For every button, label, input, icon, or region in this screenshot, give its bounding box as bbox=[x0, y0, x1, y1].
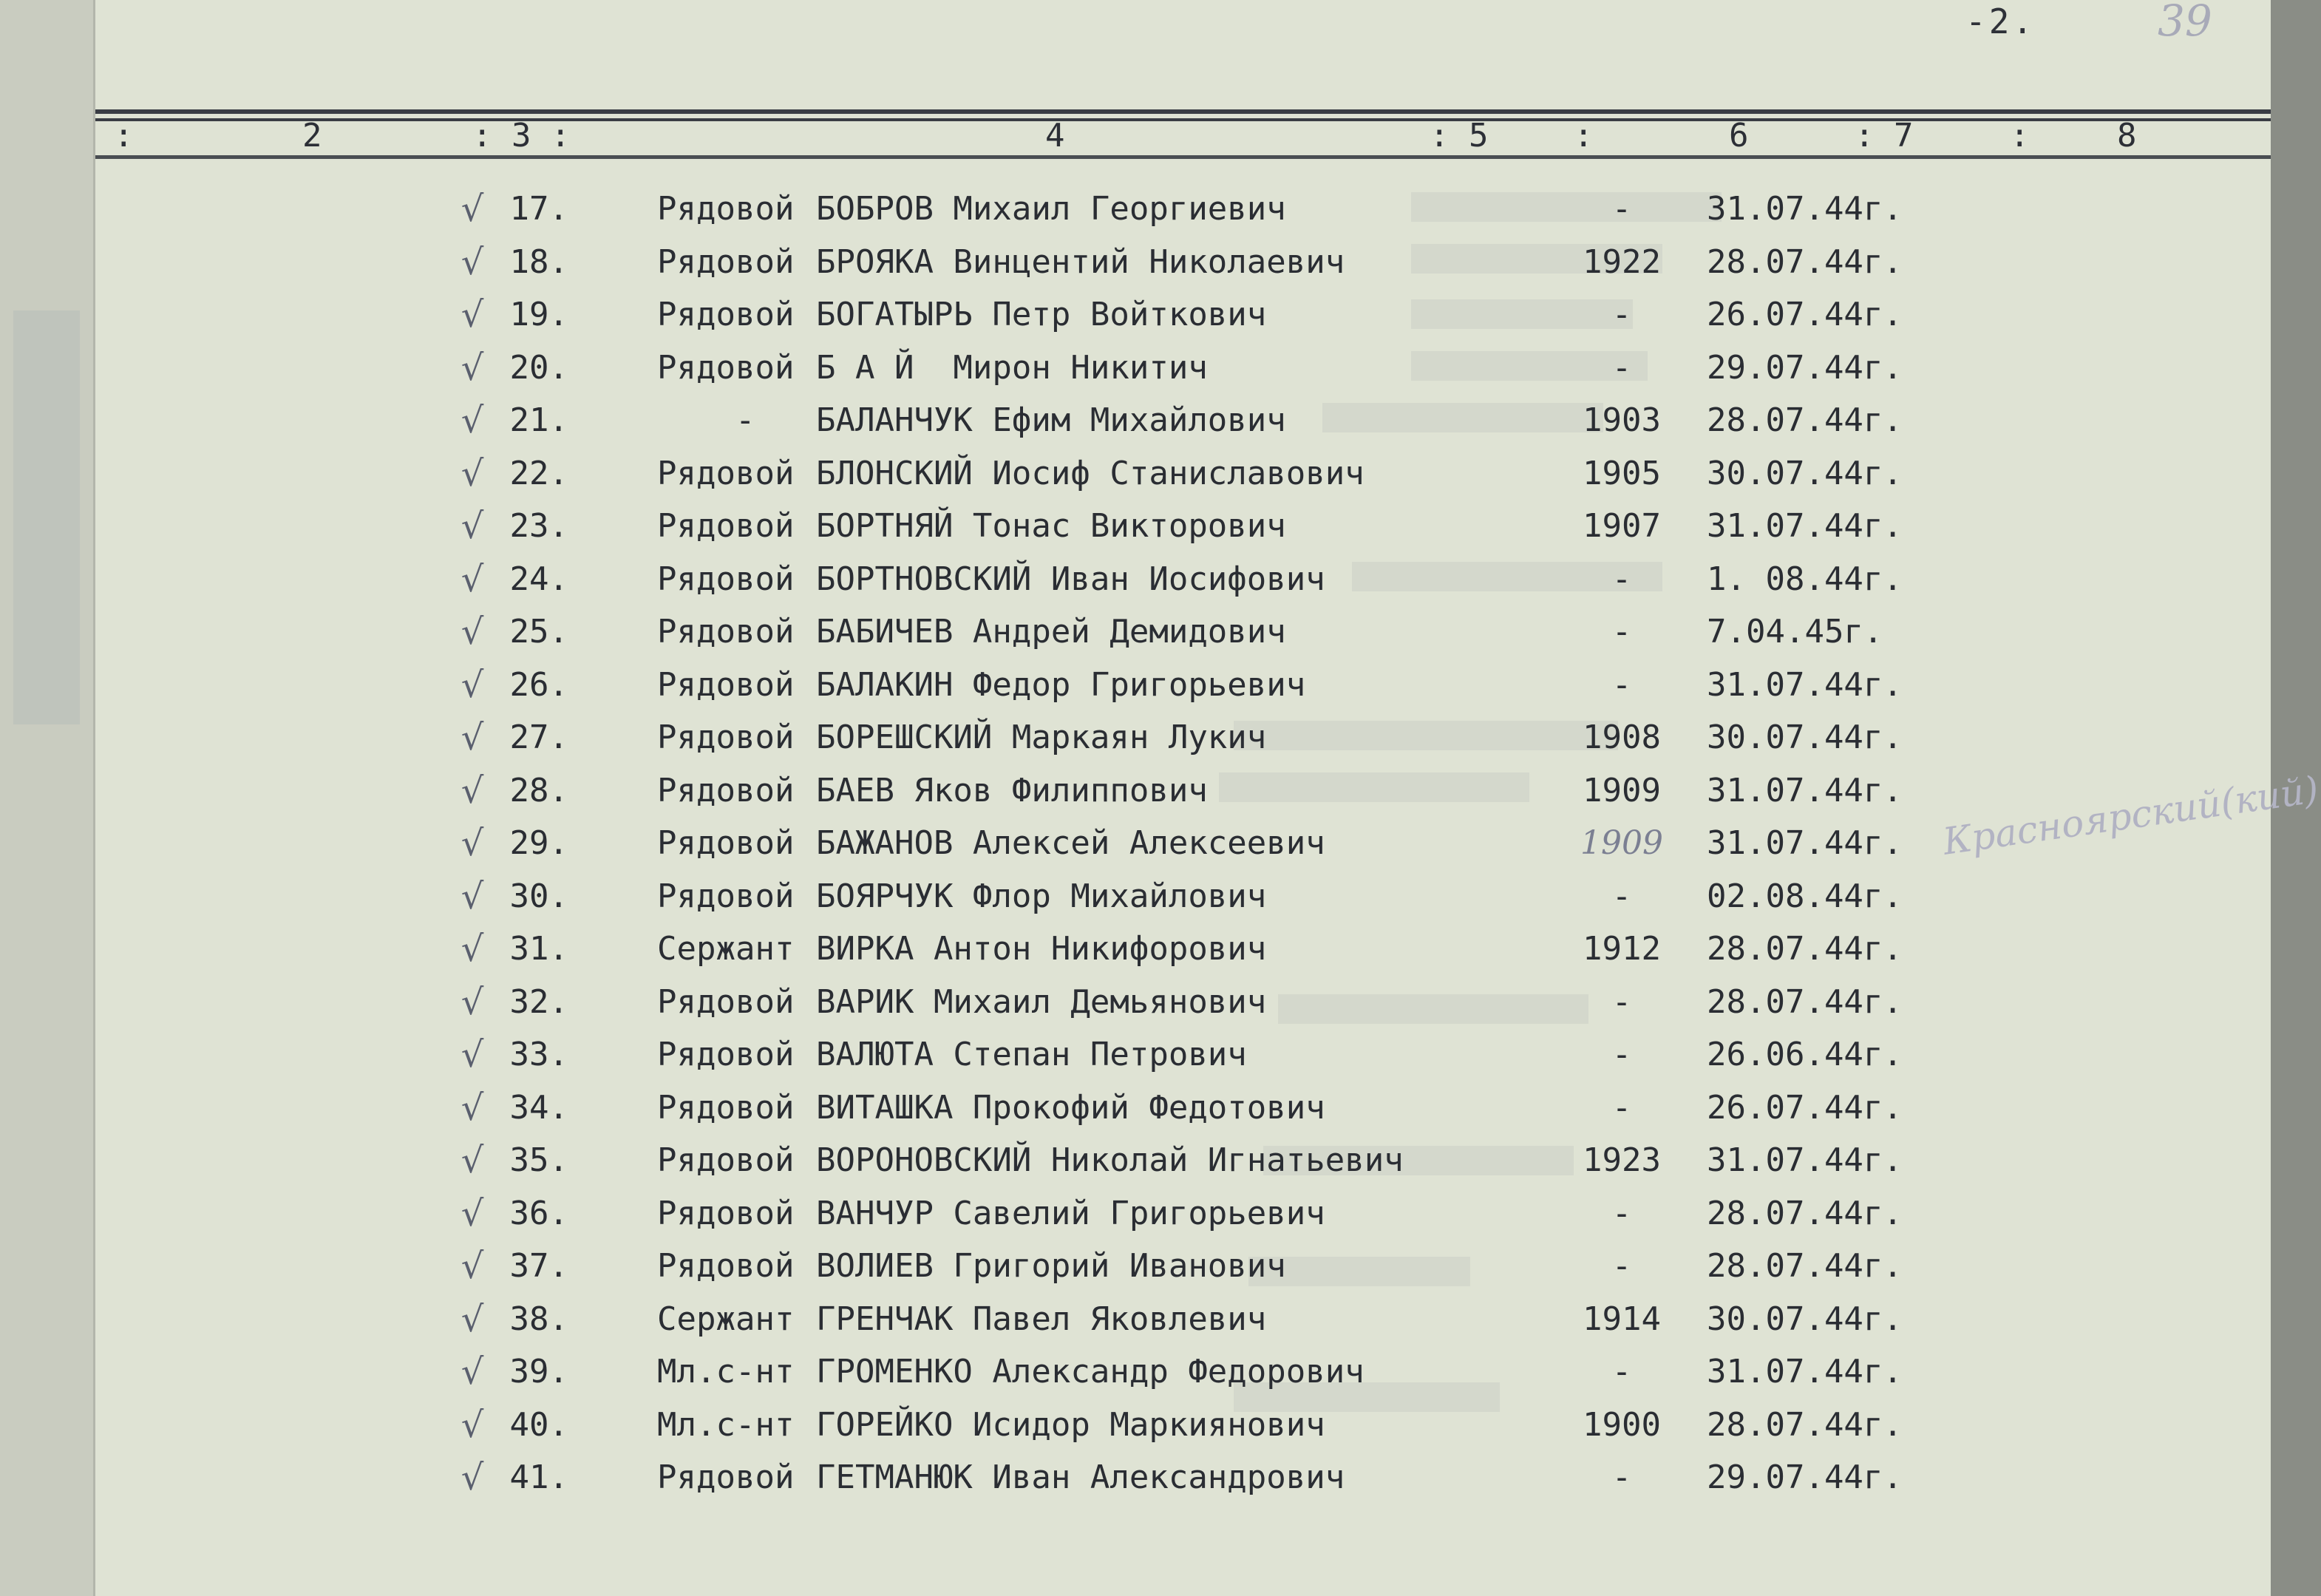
full-name: ВАНЧУР Савелий Григорьевич bbox=[816, 1194, 1325, 1232]
date-of-loss: 28.07.44г. bbox=[1707, 982, 1903, 1021]
military-rank: Рядовой bbox=[657, 507, 795, 545]
date-of-loss: 7.04.45г. bbox=[1707, 613, 1883, 651]
military-rank: Рядовой bbox=[657, 190, 795, 228]
date-of-loss: 31.07.44г. bbox=[1707, 190, 1903, 228]
birth-year: 1914 bbox=[1583, 1300, 1661, 1338]
full-name: БАЕВ Яков Филиппович bbox=[816, 771, 1208, 809]
date-of-loss: 28.07.44г. bbox=[1707, 1247, 1903, 1285]
entry-number: 23. bbox=[509, 507, 568, 545]
list-item bbox=[95, 1346, 2271, 1398]
list-item bbox=[95, 1135, 2271, 1186]
list-item bbox=[95, 1399, 2271, 1451]
military-rank: Рядовой bbox=[657, 1459, 795, 1496]
entry-number: 25. bbox=[509, 613, 568, 651]
date-of-loss: 28.07.44г. bbox=[1707, 1405, 1903, 1444]
checkmark-icon: √ bbox=[461, 928, 484, 970]
birth-year: 1903 bbox=[1583, 401, 1661, 439]
checkmark-icon: √ bbox=[461, 1140, 484, 1181]
entry-number: 39. bbox=[509, 1353, 568, 1390]
list-item bbox=[95, 977, 2271, 1028]
full-name: БОРЕШСКИЙ Маркаян Лукич bbox=[816, 719, 1267, 756]
checkmark-icon: √ bbox=[461, 506, 484, 547]
list-item bbox=[95, 871, 2271, 923]
entry-number: 37. bbox=[509, 1247, 568, 1285]
birth-year: - bbox=[1611, 982, 1632, 1021]
header-rule-top-second bbox=[95, 118, 2271, 121]
entry-number: 34. bbox=[509, 1088, 568, 1127]
checkmark-icon: √ bbox=[461, 664, 484, 706]
date-of-loss: 31.07.44г. bbox=[1707, 507, 1903, 545]
birth-year: - bbox=[1611, 348, 1632, 387]
entry-number: 21. bbox=[509, 401, 568, 439]
column-separator: : bbox=[2010, 117, 2030, 154]
column-header-6: 6 bbox=[1729, 117, 1749, 154]
military-rank: Рядовой bbox=[657, 454, 795, 492]
birth-year: - bbox=[1611, 613, 1632, 651]
date-of-loss: 28.07.44г. bbox=[1707, 242, 1903, 281]
entry-number: 18. bbox=[509, 242, 568, 281]
birth-year: 1909 bbox=[1583, 771, 1661, 809]
military-rank: Рядовой bbox=[657, 1247, 795, 1285]
list-item bbox=[95, 289, 2271, 341]
military-rank: Сержант bbox=[657, 930, 795, 968]
column-separator: : bbox=[114, 117, 134, 154]
date-of-loss: 31.07.44г. bbox=[1707, 1141, 1903, 1179]
checkmark-icon: √ bbox=[461, 1351, 484, 1393]
military-rank: - bbox=[657, 401, 755, 439]
checkmark-icon: √ bbox=[461, 611, 484, 653]
list-item bbox=[95, 342, 2271, 394]
full-name: ВАРИК Михаил Демьянович bbox=[816, 982, 1267, 1021]
column-header-3: : 3 : bbox=[472, 117, 571, 154]
adjacent-page-edge bbox=[0, 0, 95, 1596]
military-rank: Рядовой bbox=[657, 1194, 795, 1232]
full-name: ВАЛЮТА Степан Петрович bbox=[816, 1036, 1247, 1073]
list-item bbox=[95, 606, 2271, 658]
date-of-loss: 29.07.44г. bbox=[1707, 348, 1903, 387]
full-name: Б А Й Мирон Никитич bbox=[816, 348, 1208, 387]
header-rule-top bbox=[95, 109, 2271, 114]
list-item bbox=[95, 554, 2271, 605]
full-name: ГОРЕЙКО Исидор Маркиянович bbox=[816, 1405, 1325, 1444]
column-header-4: 4 bbox=[1045, 117, 1065, 154]
entry-number: 31. bbox=[509, 930, 568, 968]
entry-number: 24. bbox=[509, 560, 568, 598]
list-item bbox=[95, 500, 2271, 552]
birth-year: - bbox=[1611, 296, 1632, 333]
list-item bbox=[95, 1188, 2271, 1240]
handwritten-margin-note: Красноярский(кий) bbox=[1940, 767, 2321, 863]
military-rank: Рядовой bbox=[657, 1141, 795, 1179]
header-rule-bottom bbox=[95, 155, 2271, 159]
checkmark-icon: √ bbox=[461, 1192, 484, 1235]
checkmark-icon: √ bbox=[461, 189, 484, 230]
checkmark-icon: √ bbox=[461, 347, 484, 389]
date-of-loss: 31.07.44г. bbox=[1707, 665, 1903, 704]
list-item bbox=[95, 712, 2271, 764]
date-of-loss: 30.07.44г. bbox=[1707, 719, 1903, 756]
birth-year: - bbox=[1611, 1459, 1632, 1496]
date-of-loss: 29.07.44г. bbox=[1707, 1459, 1903, 1496]
date-of-loss: 26.07.44г. bbox=[1707, 1088, 1903, 1127]
birth-year: - bbox=[1611, 560, 1632, 598]
full-name: БОРТНЯЙ Тонас Викторович bbox=[816, 507, 1286, 545]
full-name: ГРЕНЧАК Павел Яковлевич bbox=[816, 1300, 1267, 1338]
birth-year: - bbox=[1611, 665, 1632, 704]
checkmark-icon: √ bbox=[461, 1246, 484, 1287]
date-of-loss: 02.08.44г. bbox=[1707, 877, 1903, 915]
birth-year: 1912 bbox=[1583, 930, 1661, 968]
military-rank: Рядовой bbox=[657, 771, 795, 809]
checkmark-icon: √ bbox=[461, 1087, 484, 1129]
full-name: БАБИЧЕВ Андрей Демидович bbox=[816, 613, 1286, 651]
archive-sheet-number: 39 bbox=[2158, 0, 2212, 46]
date-of-loss: 26.06.44г. bbox=[1707, 1036, 1903, 1073]
birth-year: 1922 bbox=[1583, 242, 1661, 281]
military-rank: Рядовой bbox=[657, 242, 795, 281]
list-item bbox=[95, 923, 2271, 975]
column-header-8: 8 bbox=[2117, 117, 2137, 154]
birth-year: 1923 bbox=[1583, 1141, 1661, 1179]
full-name: БЛОНСКИЙ Иосиф Станиславович bbox=[816, 454, 1365, 492]
entry-number: 36. bbox=[509, 1194, 568, 1232]
full-name: БОГАТЫРЬ Петр Войткович bbox=[816, 296, 1267, 333]
list-item bbox=[95, 237, 2271, 288]
entry-number: 27. bbox=[509, 719, 568, 756]
entry-number: 32. bbox=[509, 982, 568, 1021]
military-rank: Рядовой bbox=[657, 1036, 795, 1073]
military-rank: Рядовой bbox=[657, 982, 795, 1021]
military-rank: Рядовой bbox=[657, 613, 795, 651]
date-of-loss: 28.07.44г. bbox=[1707, 930, 1903, 968]
list-item bbox=[95, 183, 2271, 235]
entry-number: 26. bbox=[509, 665, 568, 704]
column-separator: : bbox=[1574, 117, 1594, 154]
list-item bbox=[95, 765, 2271, 817]
military-rank: Рядовой bbox=[657, 719, 795, 756]
entry-number: 38. bbox=[509, 1300, 568, 1338]
checkmark-icon: √ bbox=[461, 1298, 484, 1340]
entry-number: 28. bbox=[509, 771, 568, 809]
entry-number: 20. bbox=[509, 348, 568, 387]
entry-number: 35. bbox=[509, 1141, 568, 1179]
entry-number: 19. bbox=[509, 296, 568, 333]
entry-number: 33. bbox=[509, 1036, 568, 1073]
military-rank: Рядовой bbox=[657, 665, 795, 704]
birth-year: 1907 bbox=[1583, 507, 1661, 545]
entry-number: 41. bbox=[509, 1459, 568, 1496]
checkmark-icon: √ bbox=[461, 400, 484, 441]
checkmark-icon: √ bbox=[461, 770, 484, 812]
document-page bbox=[95, 0, 2321, 1596]
date-of-loss: 31.07.44г. bbox=[1707, 1353, 1903, 1390]
checkmark-icon: √ bbox=[461, 823, 484, 864]
list-item bbox=[95, 1240, 2271, 1292]
date-of-loss: 1. 08.44г. bbox=[1707, 560, 1903, 598]
checkmark-icon: √ bbox=[461, 241, 484, 283]
list-item bbox=[95, 1452, 2271, 1504]
entry-number: 30. bbox=[509, 877, 568, 915]
date-of-loss: 31.07.44г. bbox=[1707, 771, 1903, 809]
birth-year: 1909 bbox=[1580, 824, 1663, 862]
full-name: БОЯРЧУК Флор Михайлович bbox=[816, 877, 1267, 915]
full-name: БРОЯКА Винцентий Николаевич bbox=[816, 242, 1345, 281]
military-rank: Мл.с-нт bbox=[657, 1405, 795, 1444]
full-name: БОБРОВ Михаил Георгиевич bbox=[816, 190, 1286, 228]
checkmark-icon: √ bbox=[461, 1404, 484, 1446]
full-name: БОРТНОВСКИЙ Иван Иосифович bbox=[816, 560, 1325, 598]
military-rank: Рядовой bbox=[657, 877, 795, 915]
full-name: ВИТАШКА Прокофий Федотович bbox=[816, 1088, 1325, 1127]
birth-year: - bbox=[1611, 1353, 1632, 1390]
military-rank: Мл.с-нт bbox=[657, 1353, 795, 1390]
column-header-2: 2 bbox=[302, 117, 322, 154]
birth-year: 1908 bbox=[1583, 719, 1661, 756]
list-item bbox=[95, 1029, 2271, 1081]
military-rank: Рядовой bbox=[657, 1088, 795, 1127]
military-rank: Рядовой bbox=[657, 348, 795, 387]
list-item bbox=[95, 818, 2271, 869]
page-number: -2. bbox=[1965, 1, 2036, 41]
list-item bbox=[95, 395, 2271, 446]
full-name: ГЕТМАНЮК Иван Александрович bbox=[816, 1459, 1345, 1496]
date-of-loss: 31.07.44г. bbox=[1707, 824, 1903, 862]
full-name: БАЖАНОВ Алексей Алексеевич bbox=[816, 824, 1325, 862]
birth-year: - bbox=[1611, 190, 1632, 228]
birth-year: 1905 bbox=[1583, 454, 1661, 492]
military-rank: Рядовой bbox=[657, 824, 795, 862]
birth-year: - bbox=[1611, 1247, 1632, 1285]
birth-year: 1900 bbox=[1583, 1405, 1661, 1444]
entry-number: 29. bbox=[509, 824, 568, 862]
entry-number: 40. bbox=[509, 1405, 568, 1444]
list-item bbox=[95, 659, 2271, 711]
list-item bbox=[95, 1294, 2271, 1345]
column-header-7: : 7 bbox=[1855, 117, 1914, 154]
entry-number: 22. bbox=[509, 454, 568, 492]
checkmark-icon: √ bbox=[461, 558, 484, 600]
ink-bleed bbox=[13, 310, 80, 724]
birth-year: - bbox=[1611, 1036, 1632, 1073]
full-name: БАЛАКИН Федор Григорьевич bbox=[816, 665, 1306, 704]
checkmark-icon: √ bbox=[461, 981, 484, 1023]
list-item bbox=[95, 448, 2271, 500]
military-rank: Сержант bbox=[657, 1300, 795, 1338]
checkmark-icon: √ bbox=[461, 452, 484, 495]
full-name: ВОЛИЕВ Григорий Иванович bbox=[816, 1247, 1286, 1285]
full-name: ВИРКА Антон Никифорович bbox=[816, 930, 1267, 968]
date-of-loss: 30.07.44г. bbox=[1707, 454, 1903, 492]
checkmark-icon: √ bbox=[461, 1034, 484, 1076]
checkmark-icon: √ bbox=[461, 1457, 484, 1498]
checkmark-icon: √ bbox=[461, 294, 484, 336]
full-name: БАЛАНЧУК Ефим Михайлович bbox=[816, 401, 1286, 439]
checkmark-icon: √ bbox=[461, 717, 484, 758]
full-name: ГРОМЕНКО Александр Федорович bbox=[816, 1353, 1365, 1390]
date-of-loss: 26.07.44г. bbox=[1707, 296, 1903, 333]
list-item bbox=[95, 1082, 2271, 1134]
military-rank: Рядовой bbox=[657, 560, 795, 598]
birth-year: - bbox=[1611, 1194, 1632, 1232]
date-of-loss: 28.07.44г. bbox=[1707, 1194, 1903, 1232]
date-of-loss: 28.07.44г. bbox=[1707, 401, 1903, 439]
entry-number: 17. bbox=[509, 190, 568, 228]
birth-year: - bbox=[1611, 1088, 1632, 1127]
military-rank: Рядовой bbox=[657, 296, 795, 333]
birth-year: - bbox=[1611, 877, 1632, 915]
checkmark-icon: √ bbox=[461, 875, 484, 917]
full-name: ВОРОНОВСКИЙ Николай Игнатьевич bbox=[816, 1141, 1404, 1179]
date-of-loss: 30.07.44г. bbox=[1707, 1300, 1903, 1338]
column-header-5: : 5 bbox=[1430, 117, 1489, 154]
